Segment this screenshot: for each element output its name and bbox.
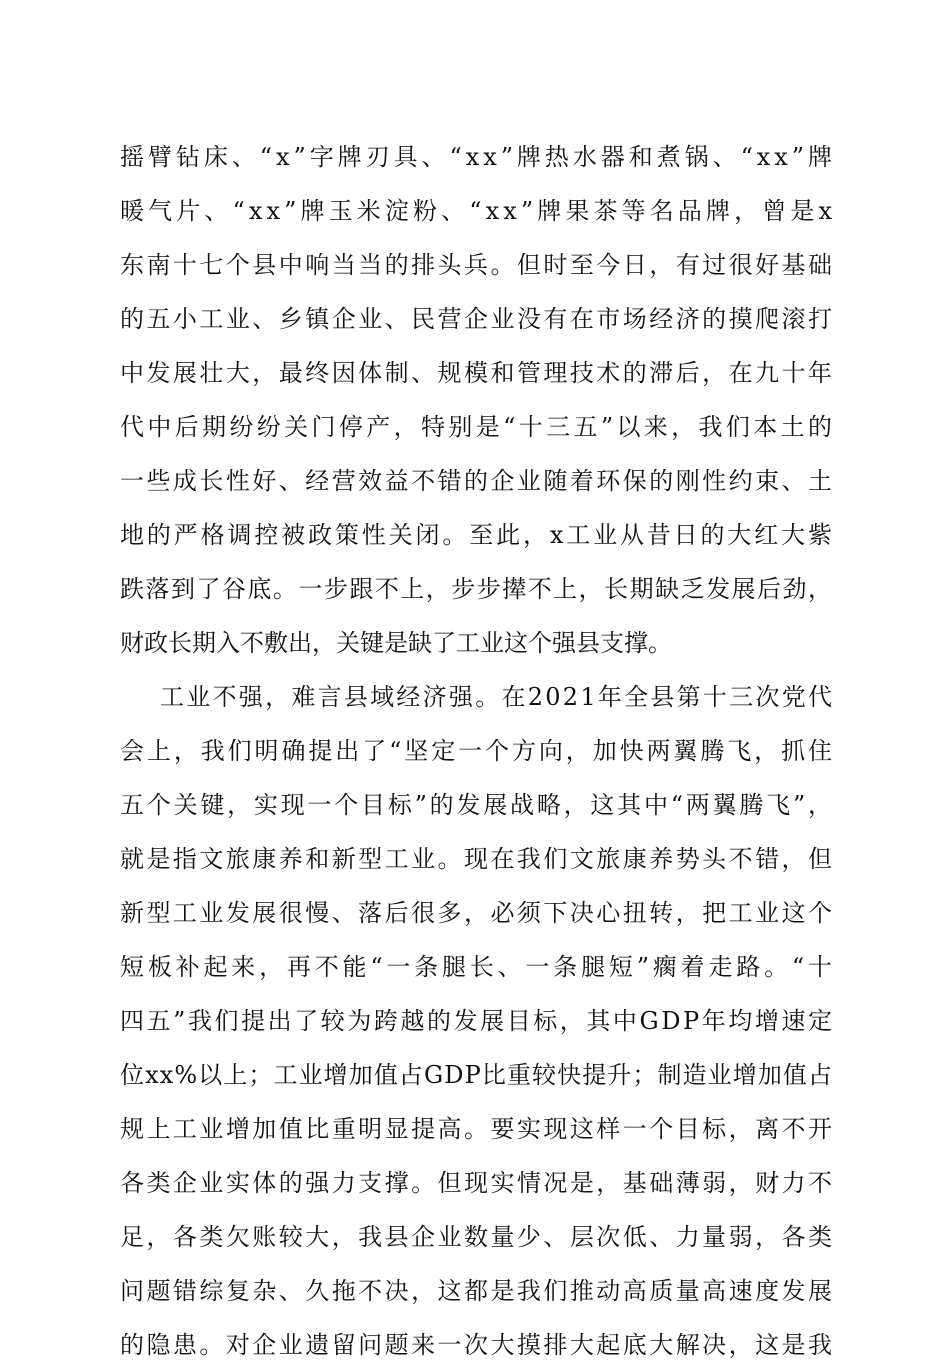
text-line [120,1210,835,1264]
text-line [120,670,835,724]
line-text: 地的严格调控被政策性关闭。至此，x工业从昔日的大红大紫 [120,521,835,549]
text-line [120,1048,832,1102]
line-text: 一些成长性好、经营效益不错的企业随着环保的刚性约束、土 [120,467,835,495]
line-text: 新型工业发展很慢、落后很多，必须下决心扭转，把工业这个 [120,899,835,927]
line-text: 短板补起来，再不能“一条腿长、一条腿短”瘸着走路。“十 [120,953,836,981]
line-text: 五个关键，实现一个目标”的发展战略，这其中“两翼腾飞”， [120,791,835,819]
line-text: 位xx%以上；工业增加值占GDP比重较快提升；制造业增加值占 [120,1061,834,1089]
line-text: 会上，我们明确提出了“坚定一个方向，加快两翼腾飞，抓住 [120,737,835,765]
text-line [120,886,835,940]
line-text: 就是指文旅康养和新型工业。现在我们文旅康养势头不错，但 [120,845,835,873]
line-text: 暖气片、“xx”牌玉米淀粉、“xx”牌果茶等名品牌，曾是x [120,197,837,225]
line-text: 足，各类欠账较大，我县企业数量少、层次低、力量弱，各类 [120,1223,835,1251]
line-text: 跌落到了谷底。一步跟不上，步步撵不上，长期缺乏发展后劲， [120,575,834,603]
text-line [120,994,835,1048]
text-line [120,724,835,778]
text-line [120,562,832,616]
line-text: 的五小工业、乡镇企业、民营企业没有在市场经济的摸爬滚打 [120,305,835,333]
text-line [120,616,832,670]
text-line [120,508,835,562]
line-text: 摇臂钻床、“x”字牌刃具、“xx”牌热水器和煮锅、“xx”牌 [120,143,836,171]
text-line [120,940,836,994]
text-line [120,832,835,886]
text-line [120,1102,835,1156]
text-line [120,346,835,400]
text-line [120,1318,835,1372]
line-text: 财政长期入不敷出，关键是缺了工业这个强县支撑。 [120,629,672,657]
text-line [120,1264,835,1318]
text-line [120,238,835,292]
line-text: 规上工业增加值比重明显提高。要实现这样一个目标，离不开 [120,1115,835,1143]
line-text: 问题错综复杂、久拖不决，这都是我们推动高质量高速度发展 [120,1277,835,1305]
line-text: 工业不强，难言县域经济强。在2021年全县第十三次党代 [160,683,835,711]
text-line [120,1156,835,1210]
text-line [120,778,835,832]
line-text: 四五”我们提出了较为跨越的发展目标，其中GDP年均增速定 [120,1007,835,1035]
line-text: 各类企业实体的强力支撑。但现实情况是，基础薄弱，财力不 [120,1169,835,1197]
line-text: 东南十七个县中响当当的排头兵。但时至今日，有过很好基础 [120,251,835,279]
line-text: 代中后期纷纷关门停产，特别是“十三五”以来，我们本土的 [120,413,836,441]
text-line [120,184,837,238]
text-line [120,454,835,508]
line-text: 的隐患。对企业遗留问题来一次大摸排大起底大解决，这是我 [120,1331,835,1359]
line-text: 中发展壮大，最终因体制、规模和管理技术的滞后，在九十年 [120,359,835,387]
text-line [120,400,836,454]
text-line [120,292,835,346]
text-line [120,130,836,184]
